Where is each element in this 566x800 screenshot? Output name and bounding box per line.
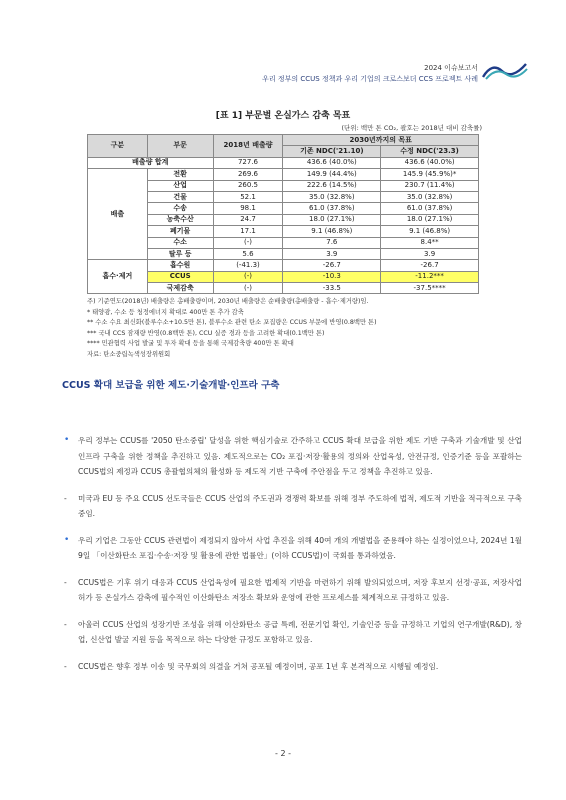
group-absorption: 흡수·제거 bbox=[88, 260, 148, 294]
sector-cell: 국제감축 bbox=[147, 283, 213, 294]
table-unit: (단위: 백만 톤 CO₂, 괄호는 2018년 대비 감축률) bbox=[341, 124, 482, 132]
paragraph-text: CCUS법은 향후 정부 이송 및 국무회의 의결을 거쳐 공포될 예정이며, 공포 1년 후 본격적으로 시행될 예정임. bbox=[78, 661, 439, 671]
table-cell: 727.6 bbox=[213, 157, 283, 168]
table-row bbox=[88, 169, 479, 180]
paragraph-text: 우리 정부는 CCUS를 '2050 탄소중립' 달성을 위한 핵심기술로 간주하고 CCUS 확대 보급을 위한 제도 기반 구축과 기술개발 및 산업 인프라 구축을 위한 정책을 추진하고 있음. 제도적으로는 CO₂ 포집·저장·활용의 정의와 산업육성, 안전규정, 인증기준 등을 포괄하는 CCUS법의 제정과 CCUS 총괄협의체의 활성화 등 제도적 기반 구축에 주안점을 두고 정책을 추진하고 있음. bbox=[78, 436, 522, 476]
section-title: CCUS 확대 보급을 위한 제도·기술개발·인프라 구축 bbox=[62, 380, 280, 391]
paragraph bbox=[62, 575, 522, 606]
table-cell: 17.1 bbox=[213, 226, 283, 237]
paragraph-text: 미국과 EU 등 주요 CCUS 선도국들은 CCUS 산업의 주도권과 경쟁력 확보를 위해 정부 주도하에 법적, 제도적 기반을 적극적으로 구축 중임. bbox=[78, 493, 522, 518]
paragraph-text: 아울러 CCUS 산업의 성장기반 조성을 위해 이산화탄소 공급 특례, 전문기업 확인, 기술인증 등을 규정하고 기업의 연구개발(R&D), 창업, 신산업 발굴 지원 등을 목적으로 하는 다양한 규정도 포함하고 있음. bbox=[78, 619, 522, 644]
paragraph bbox=[62, 617, 522, 648]
total-label: 배출량 합계 bbox=[88, 157, 214, 168]
report-title: 2024 이슈보고서 bbox=[424, 64, 478, 72]
table-notes bbox=[87, 297, 377, 360]
table-title: [표 1] 부문별 온실가스 감축 목표 bbox=[215, 111, 351, 121]
emission-target-table bbox=[87, 134, 479, 294]
table-cell: 436.6 (40.0%) bbox=[283, 157, 381, 168]
note-line: **** 민관협력 사업 발굴 및 투자 확대 등을 통해 국제감축량 400만 톤 확대 bbox=[87, 340, 294, 347]
sector-cell: 산업 bbox=[147, 180, 213, 191]
table-cell: -10.3 bbox=[283, 271, 381, 282]
note-line: *** 국내 CCS 잠재량 반영(0.8백만 톤), CCU 실증 경과 등을 고려한 확대(0.1백만 톤) bbox=[87, 329, 325, 337]
sector-cell: 농축수산 bbox=[147, 214, 213, 225]
table-cell: -26.7 bbox=[381, 260, 479, 271]
table-cell: 3.9 bbox=[283, 248, 381, 259]
header-category: 구분 bbox=[88, 135, 148, 158]
table-cell: 18.0 (27.1%) bbox=[381, 214, 479, 225]
note-line: 주) 기준연도(2018년) 배출량은 총배출량이며, 2030년 배출량은 순배출량(총배출량 - 흡수·제거량)임. bbox=[87, 298, 369, 305]
table-cell: 436.6 (40.0%) bbox=[381, 157, 479, 168]
table-row bbox=[88, 260, 479, 271]
note-source: 자료: 탄소중립녹색성장위원회 bbox=[87, 350, 171, 358]
dash-icon: - bbox=[64, 619, 67, 629]
table-cell: 269.6 bbox=[213, 169, 283, 180]
table-cell: -11.2*** bbox=[381, 271, 479, 282]
table-cell: 149.9 (44.4%) bbox=[283, 169, 381, 180]
dash-icon: - bbox=[64, 661, 67, 671]
table-cell: 8.4** bbox=[381, 237, 479, 248]
table-cell: (-) bbox=[213, 283, 283, 294]
paragraph bbox=[62, 433, 522, 480]
table-cell: 230.7 (11.4%) bbox=[381, 180, 479, 191]
sector-cell: 폐기물 bbox=[147, 226, 213, 237]
note-line: * 태양광, 수소 등 청정에너지 확대로 400만 톤 추가 감축 bbox=[87, 308, 244, 316]
paragraph bbox=[62, 533, 522, 564]
paragraph bbox=[62, 659, 522, 675]
table-cell: 24.7 bbox=[213, 214, 283, 225]
sector-cell: 탈루 등 bbox=[147, 248, 213, 259]
table-cell: 98.1 bbox=[213, 203, 283, 214]
group-emission: 배출 bbox=[88, 169, 148, 260]
sector-cell: 수소 bbox=[147, 237, 213, 248]
note-line: ** 수소 수요 최신화(블루수소+10.5만 톤), 블루수소 관련 탄소 포집량은 CCUS 부문에 반영(0.8백만 톤) bbox=[87, 319, 377, 326]
table-cell: -33.5 bbox=[283, 283, 381, 294]
table-row-total bbox=[88, 157, 479, 168]
table-cell: 9.1 (46.8%) bbox=[381, 226, 479, 237]
paragraph-text: CCUS법은 기후 위기 대응과 CCUS 산업육성에 필요한 법제적 기반을 마련하기 위해 발의되었으며, 저장 후보지 선정·공표, 저장사업 허가 등 온실가스 감축에 필수적인 이산화탄소 저장소 확보와 운영에 관한 프로세스를 체계적으로 규정하고 있음. bbox=[78, 577, 522, 602]
header-2030-group: 2030년까지의 목표 bbox=[283, 135, 479, 146]
table-cell: 260.5 bbox=[213, 180, 283, 191]
paragraph bbox=[62, 491, 522, 522]
sector-cell: 흡수원 bbox=[147, 260, 213, 271]
table-cell: 9.1 (46.8%) bbox=[283, 226, 381, 237]
header-new-ndc: 수정 NDC('23.3) bbox=[381, 146, 479, 157]
body-text bbox=[62, 433, 522, 685]
wave-logo-icon bbox=[482, 58, 528, 80]
sector-cell: 건물 bbox=[147, 191, 213, 202]
table-cell: 7.6 bbox=[283, 237, 381, 248]
paragraph-text: 우리 기업은 그동안 CCUS 관련법이 제정되지 않아서 사업 추진을 위해 40여 개의 개별법을 준용해야 하는 실정이었으나, 2024년 1월 9일 「이산화탄소 포집·수송·저장 및 활용에 관한 법률안」(이하 CCUS법)이 국회를 통과하였음. bbox=[78, 535, 522, 560]
sector-cell: CCUS bbox=[147, 271, 213, 282]
dash-icon: - bbox=[64, 493, 67, 503]
table-cell: 61.0 (37.8%) bbox=[283, 203, 381, 214]
sector-cell: 전환 bbox=[147, 169, 213, 180]
table-cell: (-) bbox=[213, 237, 283, 248]
table-cell: 18.0 (27.1%) bbox=[283, 214, 381, 225]
table-cell: 52.1 bbox=[213, 191, 283, 202]
dash-icon: - bbox=[64, 577, 67, 587]
sector-cell: 수송 bbox=[147, 203, 213, 214]
bullet-icon: • bbox=[64, 435, 70, 445]
table-cell: 145.9 (45.9%)* bbox=[381, 169, 479, 180]
bullet-icon: • bbox=[64, 534, 70, 545]
table-cell: 35.0 (32.8%) bbox=[381, 191, 479, 202]
table-cell: 3.9 bbox=[381, 248, 479, 259]
header-2018: 2018년 배출량 bbox=[213, 135, 283, 158]
table-cell: (-) bbox=[213, 271, 283, 282]
header-sector: 부문 bbox=[147, 135, 213, 158]
table-cell: 222.6 (14.5%) bbox=[283, 180, 381, 191]
table-cell: 35.0 (32.8%) bbox=[283, 191, 381, 202]
table-cell: -26.7 bbox=[283, 260, 381, 271]
header-old-ndc: 기존 NDC('21.10) bbox=[283, 146, 381, 157]
report-subtitle: 우리 정부의 CCUS 정책과 우리 기업의 크로스보더 CCS 프로젝트 사례 bbox=[262, 75, 478, 83]
table-cell: (-41.3) bbox=[213, 260, 283, 271]
page-number: - 2 - bbox=[275, 749, 291, 758]
table-cell: 61.0 (37.8%) bbox=[381, 203, 479, 214]
table-cell: 5.6 bbox=[213, 248, 283, 259]
table-cell: -37.5**** bbox=[381, 283, 479, 294]
